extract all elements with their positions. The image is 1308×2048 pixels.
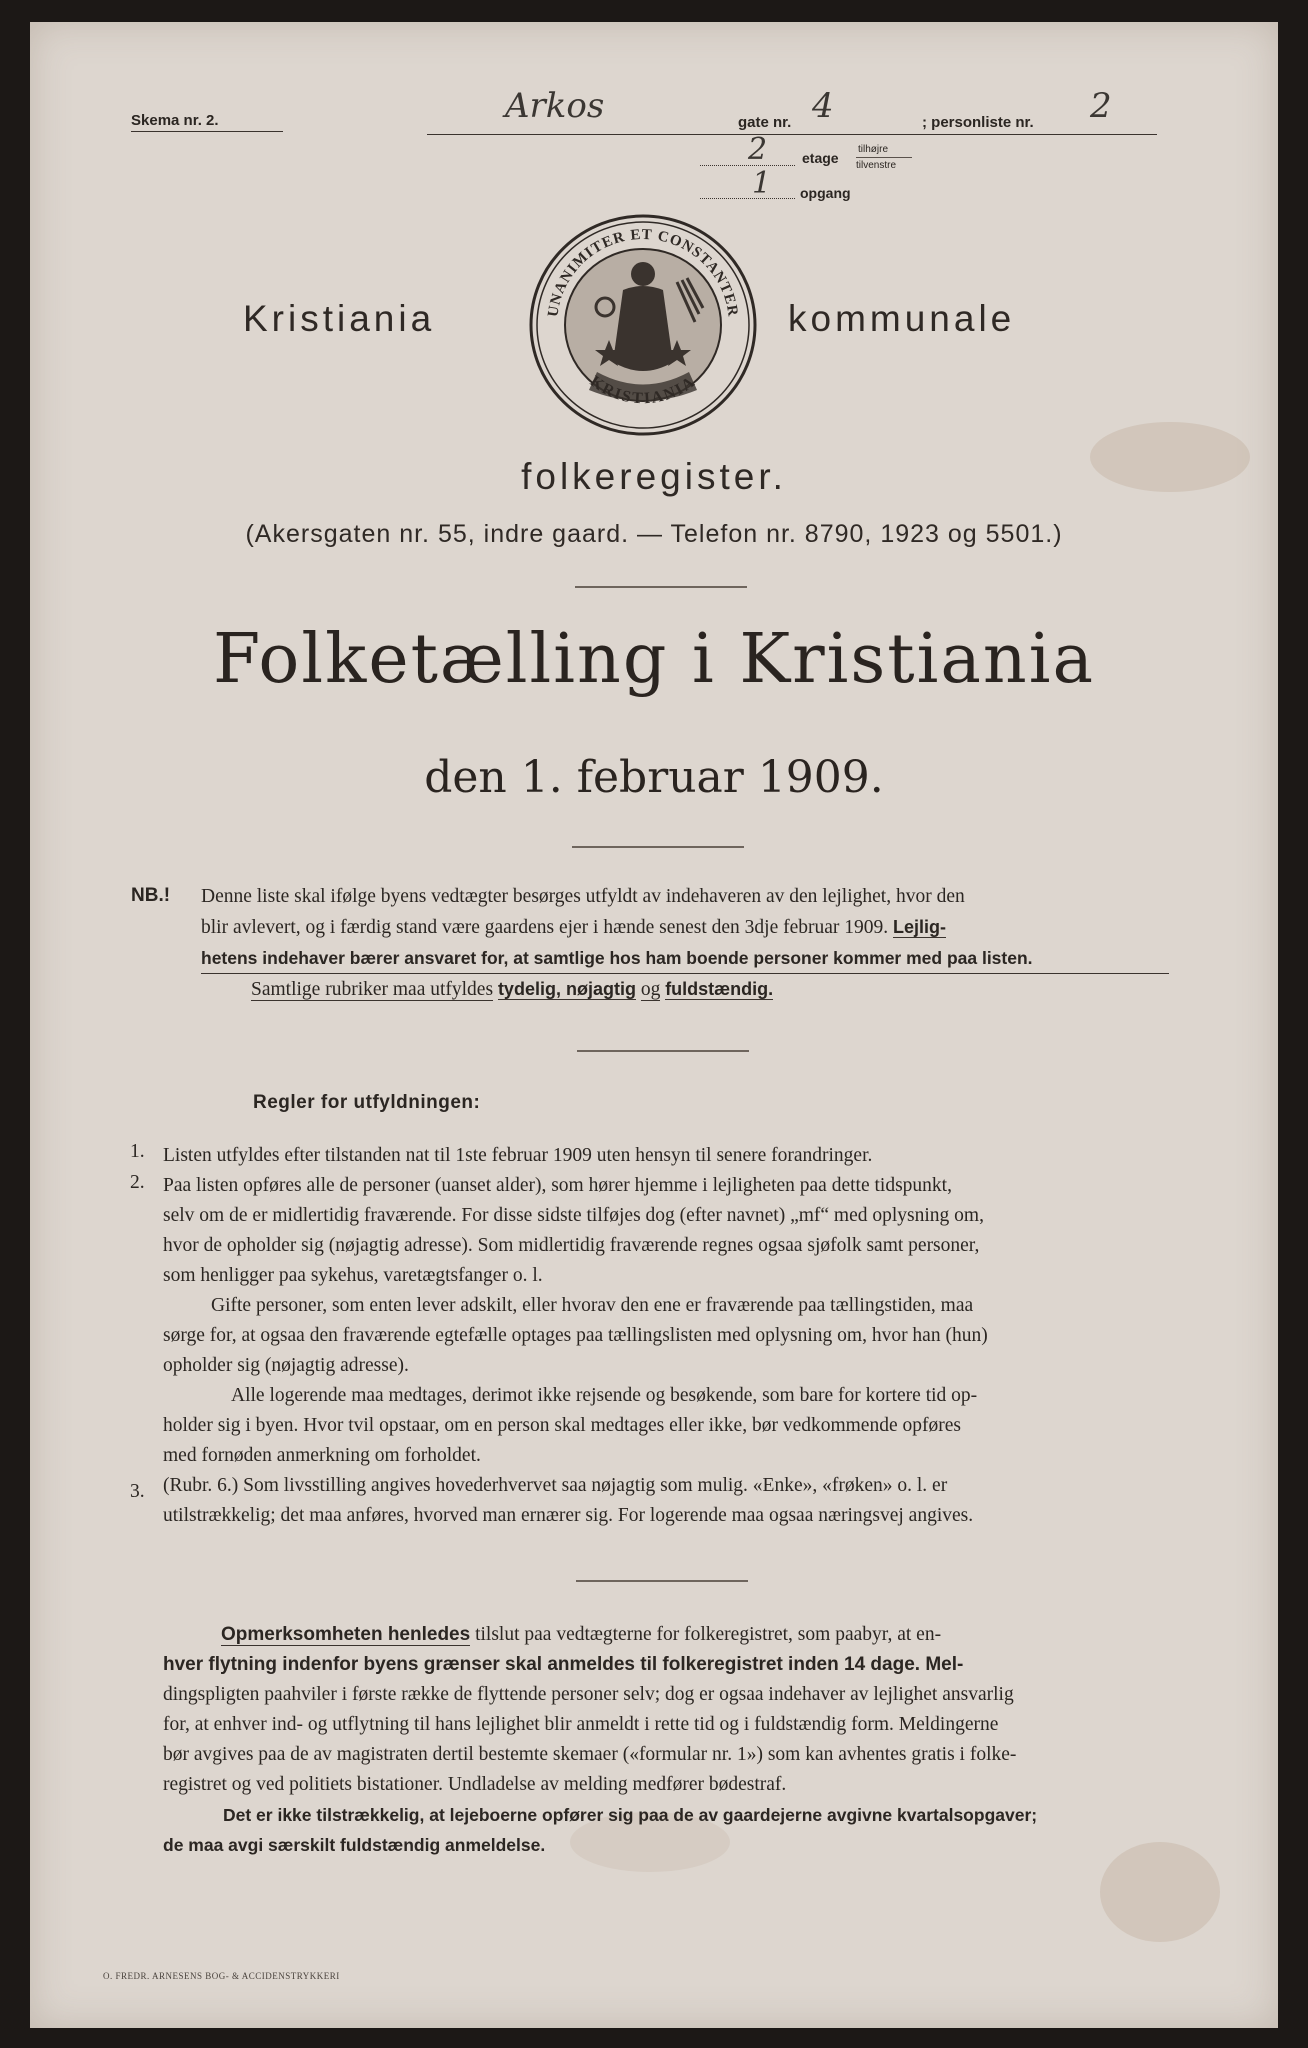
rule-2-line: Gifte personer, som enten lever adskilt, eller hvorav den ene er fraværende paa tællingstiden, maa: [211, 1295, 974, 1316]
notice-line: Opmerksomheten henledes tilslut paa vedtægterne for folkeregistret, som paabyr, at en-: [221, 1624, 942, 1645]
institution-left: Kristiania: [243, 298, 436, 339]
gate-label: gate nr.: [738, 114, 792, 131]
nb-line-1: Denne liste skal ifølge byens vedtægter besørges utfyldt av indehaveren av den lejlighet, hvor den: [201, 886, 965, 907]
institution-right: kommunale: [788, 298, 1016, 339]
rule-2-line: sørge for, at ogsaa den fraværende egtefælle optages paa tællingslisten med oplysning om, hvor han (hun): [163, 1325, 988, 1346]
tilvenstre-label: tilvenstre: [856, 160, 897, 171]
rule-2-line: hvor de opholder sig (nøjagtig adresse). Som midlertidig fraværende regnes ogsaa sjøfolk samt personer,: [163, 1235, 980, 1256]
rule-number: 3.: [130, 1481, 145, 1502]
notice-line: dingspligten paahviler i første række de flyttende personer selv; dog er ogsaa indehaver av lejlighet ansvarlig: [163, 1684, 1014, 1705]
rule-3-line: (Rubr. 6.) Som livsstilling angives hovederhvervet saa nøjagtig som mulig. «Enke», «frøken» o. l. er: [163, 1475, 948, 1496]
notice-line: Det er ikke tilstrækkelig, at lejeboerne opfører sig paa de av gaardejerne avgivne kvartalsopgaver;: [223, 1805, 1038, 1825]
fraction-bar: [856, 157, 912, 158]
divider: [577, 1050, 749, 1052]
personliste-label: ; personliste nr.: [922, 114, 1034, 131]
rule-2-line: selv om de er midlertidig fraværende. For disse sidste tilføjes dog (efter navnet) „mf“ med oplysning om,: [163, 1205, 984, 1226]
etage-handwritten: 2: [748, 132, 768, 167]
notice-line: bør avgives paa de av magistraten dertil bestemte skemaer («formular nr. 1») som kan avhentes gratis i folke-: [163, 1744, 1017, 1765]
notice-line: registret og ved politiets bistationer. Undladelse av melding medfører bødestraf.: [163, 1774, 787, 1795]
rule-2-line: med fornøden anmerkning om forholdet.: [163, 1445, 481, 1466]
street-line: [427, 134, 1157, 135]
svg-text:UNANIMITER ET CONSTANTER: UNANIMITER ET CONSTANTER: [545, 226, 741, 319]
rule-2-line: som henligger paa sykehus, varetægtsfanger o. l.: [163, 1265, 543, 1286]
opgang-line: [700, 198, 795, 199]
document-date: den 1. februar 1909.: [424, 752, 884, 803]
svg-text:KRISTIANIA: KRISTIANIA: [586, 372, 700, 408]
nb-line-4: Samtlige rubriker maa utfyldes tydelig, nøjagtig og fuldstændig.: [251, 979, 774, 1000]
nb-label: NB.!: [131, 885, 171, 906]
rule-number: 1.: [130, 1141, 145, 1162]
divider: [575, 586, 747, 588]
rule-2-line: holder sig i byen. Hvor tvil opstaar, om en person skal medtages eller ikke, bør vedkommende opføres: [163, 1415, 961, 1436]
opgang-label: opgang: [800, 185, 851, 201]
nb-line-3: hetens indehaver bærer ansvaret for, at samtlige hos ham boende personer kommer med paa listen.: [201, 943, 1169, 974]
opgang-handwritten: 1: [752, 166, 772, 201]
document-title: Folketælling i Kristiania: [212, 620, 1096, 699]
schema-number: Skema nr. 2.: [131, 112, 283, 132]
street-handwritten: Arkos: [505, 86, 605, 126]
printer-imprint: O. FREDR. ARNESENS BOG- & ACCIDENSTRYKKERI: [103, 1971, 340, 1981]
personliste-handwritten: 2: [1090, 86, 1112, 126]
folkeregister-heading: folkeregister.: [521, 456, 787, 497]
notice-line: hver flytning indenfor byens grænser skal anmeldes til folkeregistret inden 14 dage. Mel-: [163, 1654, 964, 1675]
rule-2-line: opholder sig (nøjagtig adresse).: [163, 1355, 409, 1376]
rule-number: 2.: [130, 1172, 145, 1193]
gate-handwritten: 4: [812, 86, 834, 126]
rule-2-line: Paa listen opføres alle de personer (uanset alder), som hører hjemme i lejligheten paa dette tidspunkt,: [163, 1175, 952, 1196]
divider: [572, 846, 744, 848]
rules-heading: Regler for utfyldningen:: [253, 1092, 481, 1113]
divider: [576, 1580, 748, 1582]
kristiania-seal: [527, 212, 759, 438]
institution-address: (Akersgaten nr. 55, indre gaard. — Telefon nr. 8790, 1923 og 5501.): [245, 520, 1063, 548]
rule-3-line: utilstrækkelig; det maa anføres, hvorved man ernærer sig. For logerende maa ogsaa næringsvej angives.: [163, 1505, 974, 1526]
rule-2-line: Alle logerende maa medtages, derimot ikke rejsende og besøkende, som bare for kortere tid op-: [231, 1385, 978, 1406]
notice-paragraph: [163, 1620, 1173, 1860]
notice-line: de maa avgi særskilt fuldstændig anmeldelse.: [163, 1835, 546, 1855]
notice-line: for, at enhver ind- og utflytning til hans lejlighet blir anmeldt i rette tid og i fuldstændig form. Meldingerne: [163, 1714, 999, 1735]
rules-body: [163, 1141, 1173, 1531]
nb-line-2: blir avlevert, og i færdig stand være gaardens ejer i hænde senest den 3dje februar 1909. Lejlig-: [201, 917, 947, 938]
etage-label: etage: [802, 150, 839, 166]
nb-paragraph: [201, 882, 1169, 1005]
tilhoire-label: tilhøjre: [858, 144, 889, 155]
rule-1: Listen utfyldes efter tilstanden nat til 1ste februar 1909 uten hensyn til senere forandringer.: [163, 1145, 873, 1166]
